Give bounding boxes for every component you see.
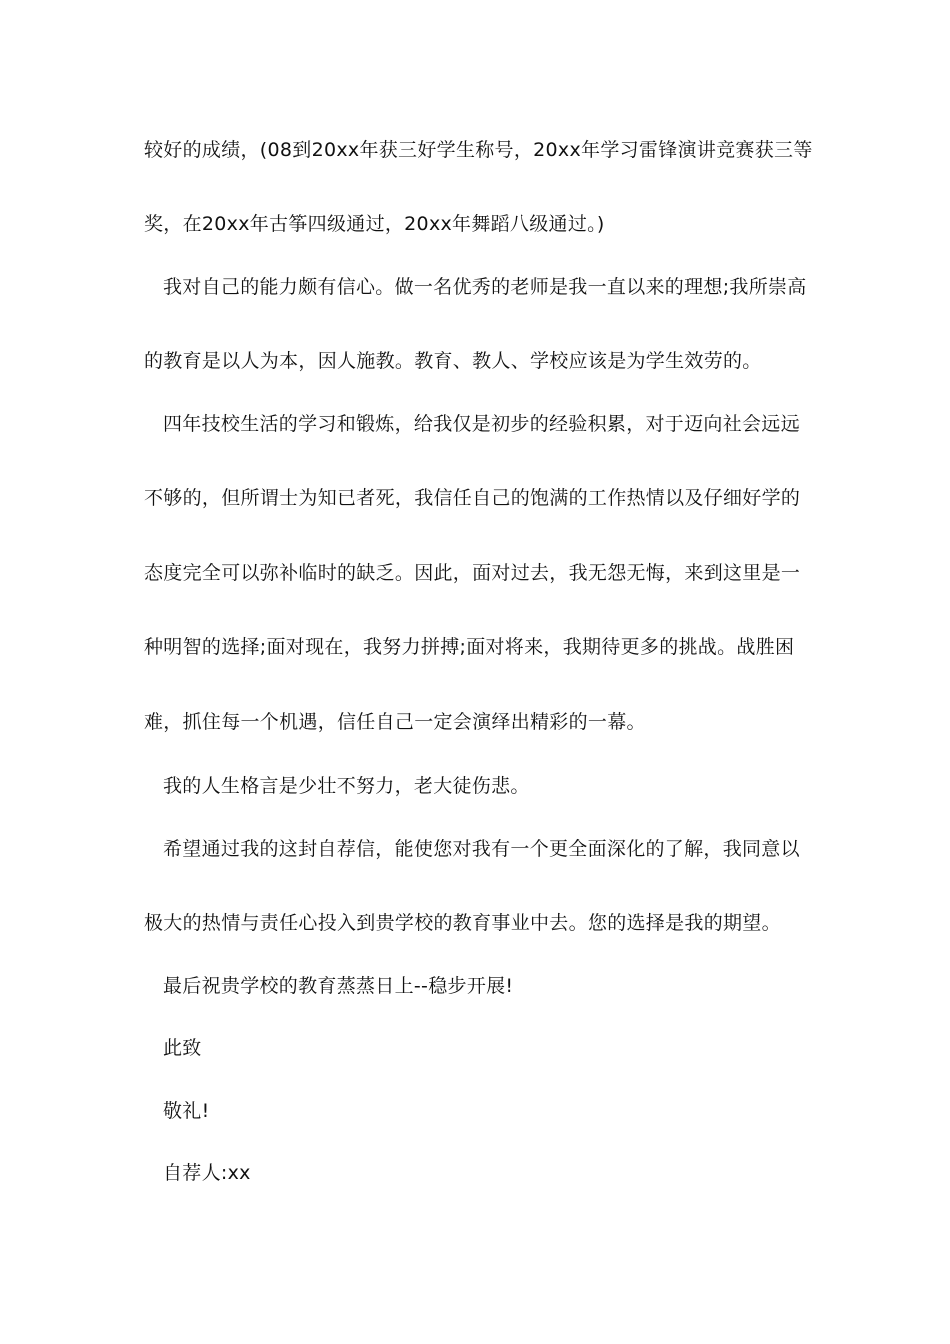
body-text-line: 极大的热情与责任心投入到贵学校的教育事业中去。您的选择是我的期望。 bbox=[144, 912, 781, 934]
body-text-line: 的教育是以人为本，因人施教。教育、教人、学校应该是为学生效劳的。 bbox=[144, 350, 762, 372]
body-text-line: 奖，在20xx年古筝四级通过，20xx年舞蹈八级通过。) bbox=[144, 213, 605, 235]
body-text-line: 态度完全可以弥补临时的缺乏。因此，面对过去，我无怨无悔，来到这里是一 bbox=[144, 562, 801, 584]
body-text-line: 种明智的选择;面对现在，我努力拼搏;面对将来，我期待更多的挑战。战胜困 bbox=[144, 636, 795, 658]
salutation-cizhi: 此致 bbox=[163, 1037, 202, 1059]
paragraph-first-line: 希望通过我的这封自荐信，能使您对我有一个更全面深化的了解，我同意以 bbox=[163, 838, 800, 860]
salutation-jingli: 敬礼! bbox=[163, 1100, 210, 1122]
paragraph-first-line: 四年技校生活的学习和锻炼，给我仅是初步的经验积累，对于迈向社会远远 bbox=[163, 413, 800, 435]
body-text-line: 难，抓住每一个机遇，信任自己一定会演绎出精彩的一幕。 bbox=[144, 711, 646, 733]
body-text-line: 不够的，但所谓士为知已者死，我信任自己的饱满的工作热情以及仔细好学的 bbox=[144, 487, 801, 509]
closing-wish: 最后祝贵学校的教育蒸蒸日上--稳步开展! bbox=[163, 975, 514, 997]
paragraph-first-line: 我对自己的能力颇有信心。做一名优秀的老师是我一直以来的理想;我所崇高 bbox=[163, 276, 807, 298]
signature-line: 自荐人:xx bbox=[163, 1162, 251, 1184]
body-text-line: 较好的成绩，(08到20xx年获三好学生称号，20xx年学习雷锋演讲竞赛获三等 bbox=[144, 139, 813, 161]
paragraph-first-line: 我的人生格言是少壮不努力，老大徒伤悲。 bbox=[163, 775, 530, 797]
